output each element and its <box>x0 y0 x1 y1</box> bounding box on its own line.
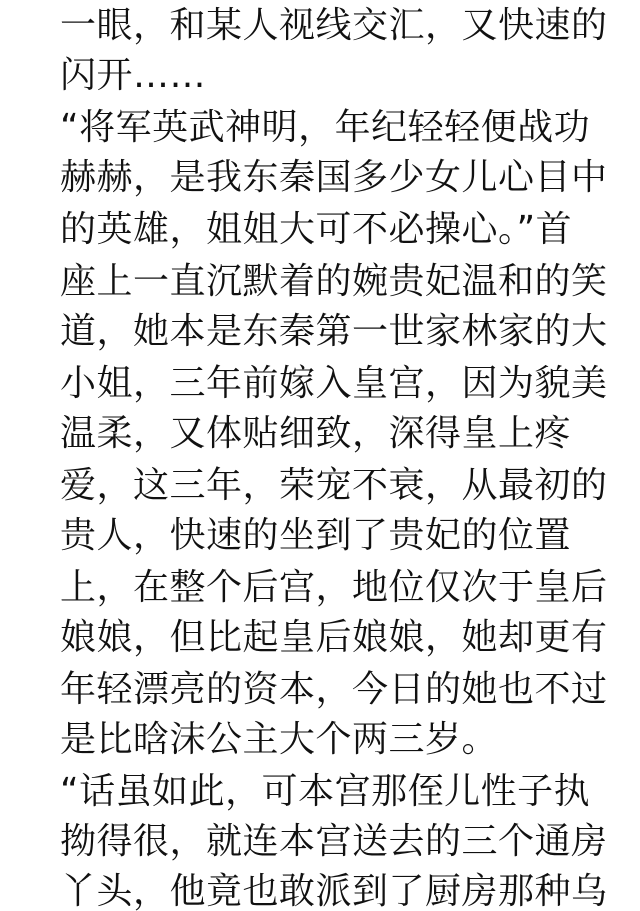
text-line: 年轻漂亮的资本，今日的她也不过 <box>60 669 608 710</box>
text-line: 小姐，三年前嫁入皇宫，因为貌美 <box>60 363 608 404</box>
text-line: 丫头，他竟也敢派到了厨房那种乌 <box>60 871 608 911</box>
text-line: 上，在整个后宫，地位仅次于皇后 <box>60 567 608 608</box>
text-line: “将军英武神明，年纪轻轻便战功 <box>60 107 591 148</box>
text-line: 闪开…… <box>60 55 207 96</box>
text-line: 拗得很，就连本宫送去的三个通房 <box>60 821 608 862</box>
text-line: 座上一直沉默着的婉贵妃温和的笑 <box>60 261 608 302</box>
text-line: 一眼，和某人视线交汇，又快速的 <box>60 5 608 46</box>
text-line: 道，她本是东秦第一世家林家的大 <box>60 311 608 352</box>
text-line: 爱，这三年，荣宠不衰，从最初的 <box>60 465 608 506</box>
text-line: 是比晗沫公主大个两三岁。 <box>60 719 499 760</box>
text-line: 赫赫，是我东秦国多少女儿心目中 <box>60 157 608 198</box>
text-line: 贵人，快速的坐到了贵妃的位置 <box>60 515 572 556</box>
text-line: 娘娘，但比起皇后娘娘，她却更有 <box>60 617 608 658</box>
text-line: “话虽如此，可本宫那侄儿性子执 <box>60 771 591 812</box>
text-line: 温柔，又体贴细致，深得皇上疼 <box>60 413 572 454</box>
text-line: 的英雄，姐姐大可不必操心。”首 <box>60 209 573 250</box>
